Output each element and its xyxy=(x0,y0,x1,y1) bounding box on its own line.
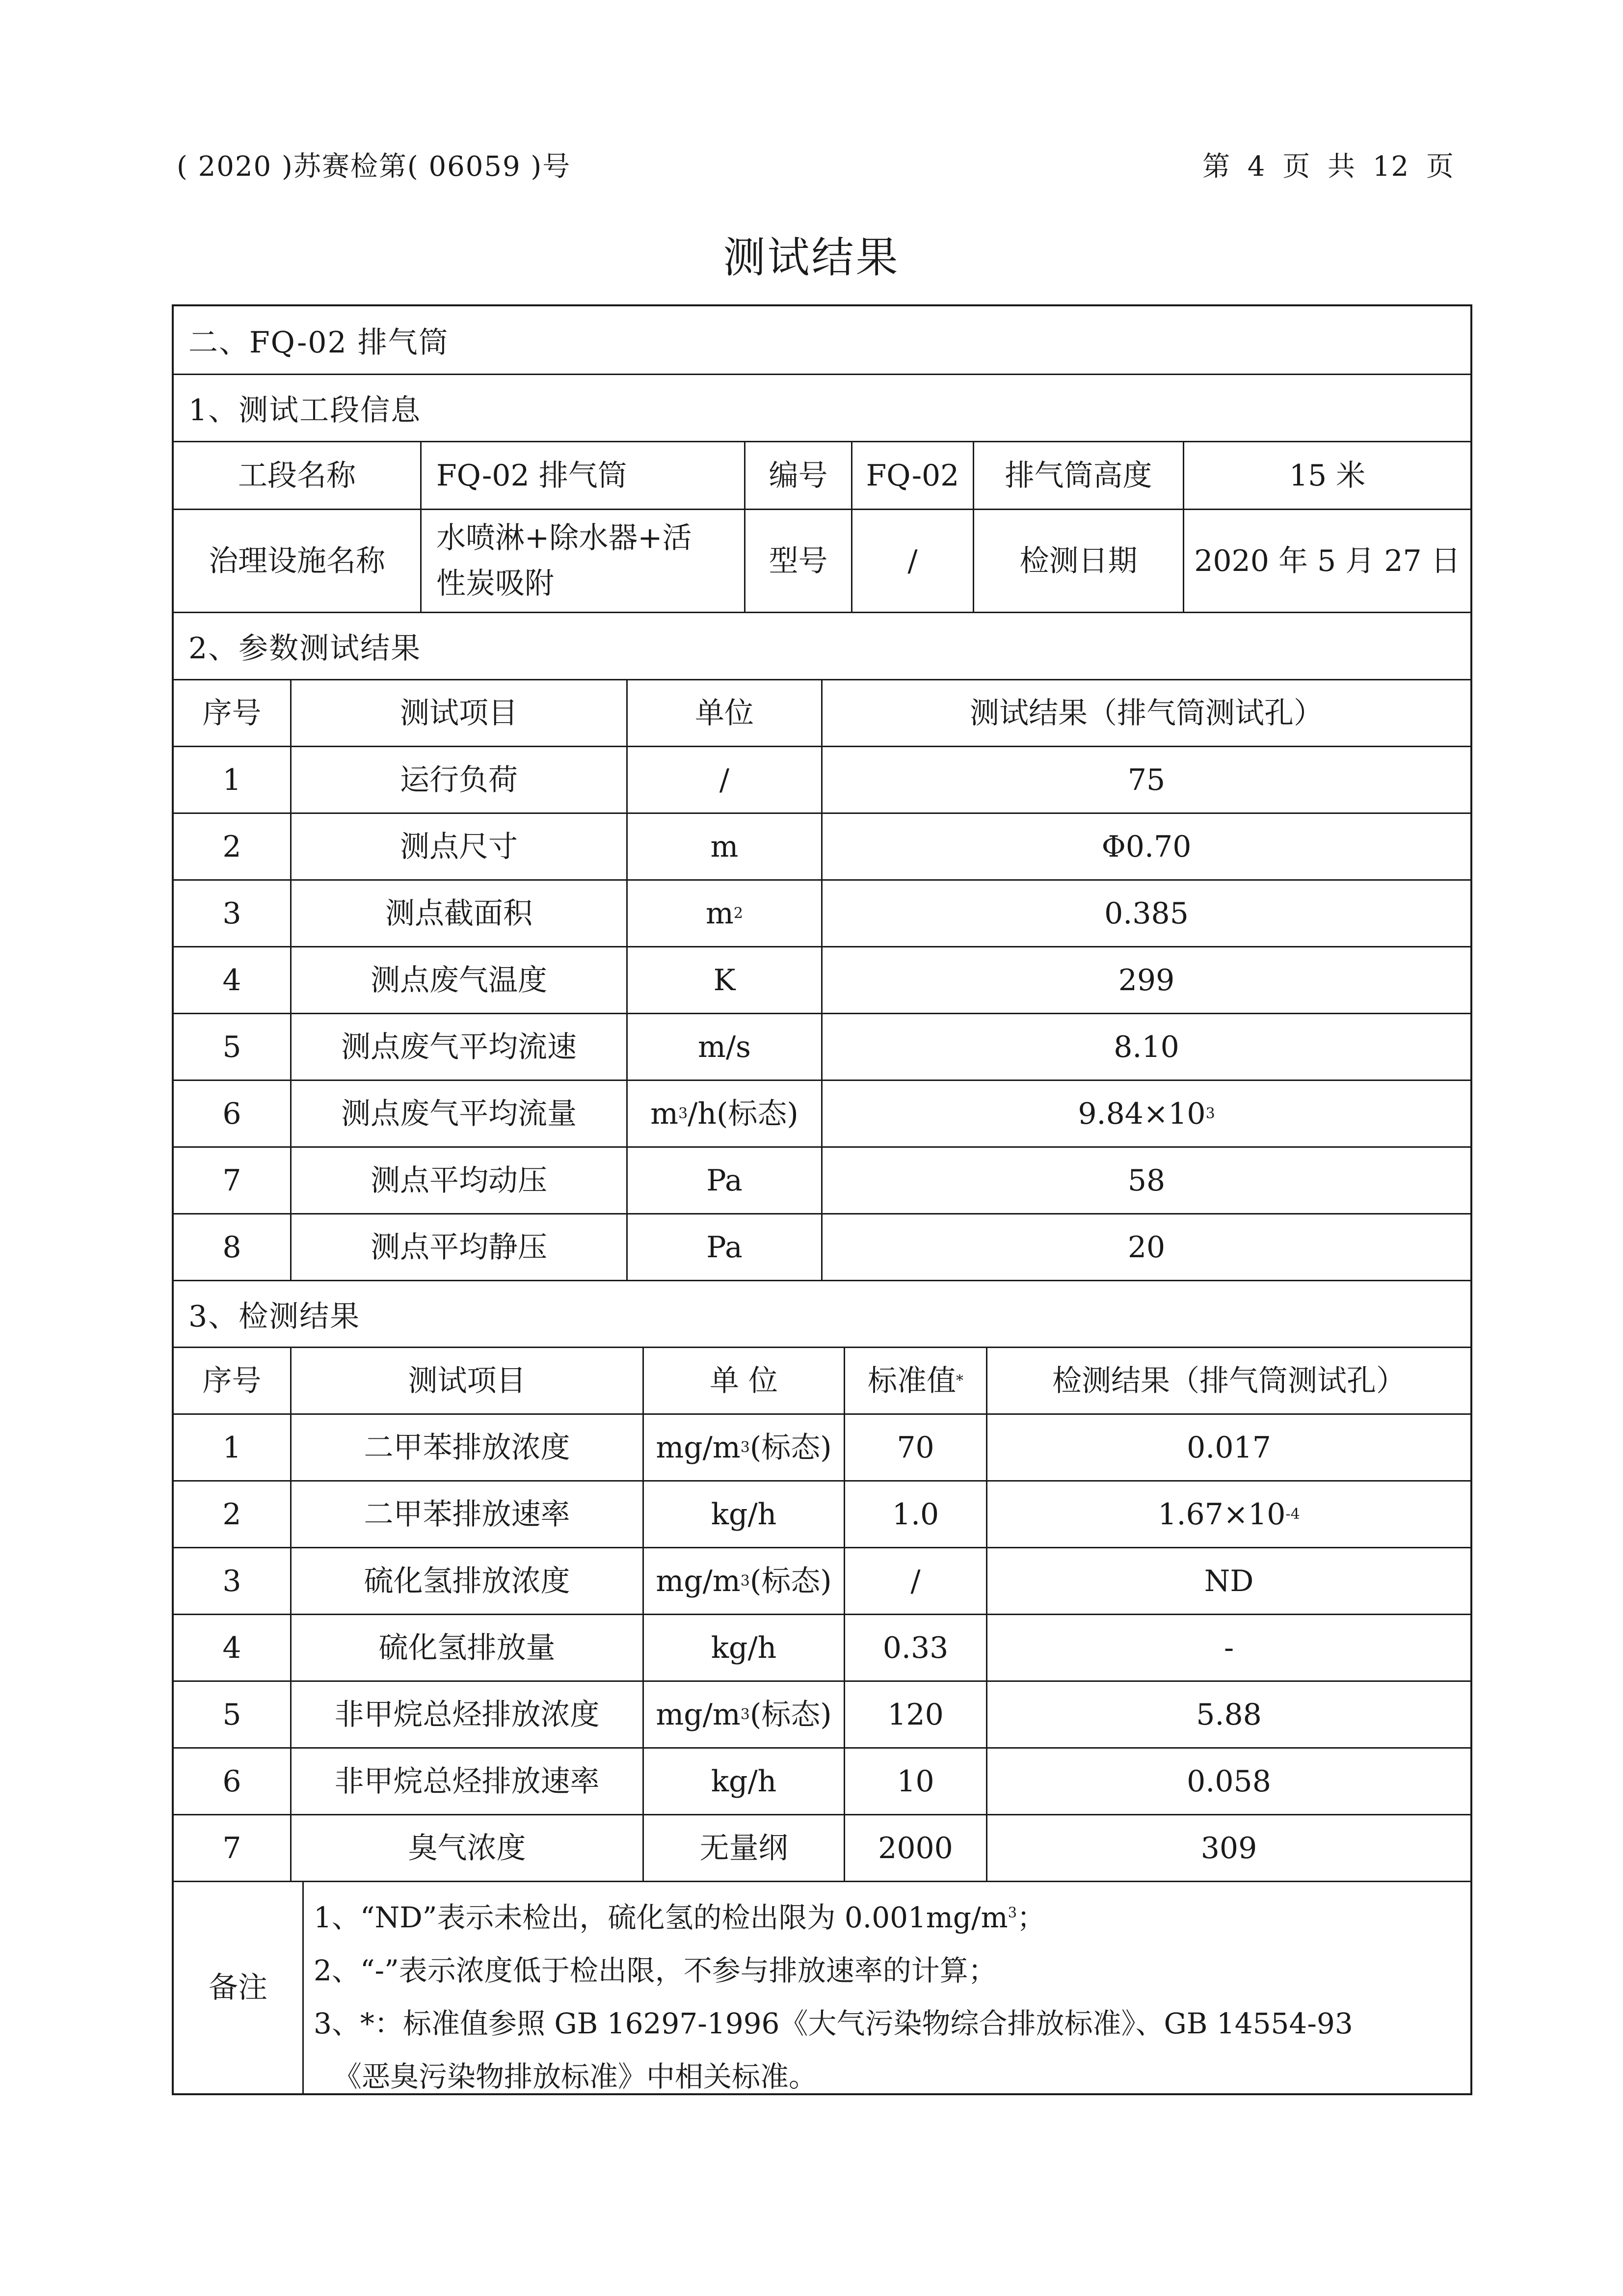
remark-line: 《恶臭污染物排放标准》中相关标准。 xyxy=(333,2060,818,2093)
unit: Pa xyxy=(626,1148,821,1213)
unit: mg/m 3 (标态) xyxy=(642,1682,844,1747)
info-row xyxy=(174,509,1470,612)
unit: kg/h xyxy=(642,1482,844,1547)
standard-value: 120 xyxy=(844,1682,986,1747)
row-number: 1 xyxy=(222,1430,241,1465)
result: 8.10 xyxy=(821,1014,1470,1080)
standard-value: 0.33 xyxy=(844,1615,986,1680)
remark-line: 1、“ND”表示未检出，硫化氢的检出限为 $0.001mg/m^3$； xyxy=(314,1901,1046,1934)
label-cell: 工段名称 xyxy=(238,458,356,493)
result: 0.385 xyxy=(821,881,1470,946)
table-row xyxy=(174,1080,1470,1146)
result-table xyxy=(172,304,1472,2095)
report-number: ( 2020 )苏赛检第( 06059 )号 xyxy=(177,151,571,183)
table-row xyxy=(174,1413,1470,1480)
test-item: 硫化氢排放量 xyxy=(290,1615,642,1680)
table-row xyxy=(174,812,1470,879)
standard-value: 10 xyxy=(844,1749,986,1814)
test-item: 测点平均静压 xyxy=(290,1215,626,1280)
page-title: 测试结果 xyxy=(723,233,900,282)
section-heading: 二、FQ-02 排气筒 xyxy=(188,325,449,360)
test-item: 运行负荷 xyxy=(290,747,626,812)
column-header: 测试项目 xyxy=(290,1348,642,1413)
result: ND xyxy=(986,1548,1470,1614)
column-header: 单位 xyxy=(626,680,821,746)
column-header: 标准值 * xyxy=(844,1348,986,1413)
unit: kg/h xyxy=(642,1615,844,1680)
row-number: 4 xyxy=(222,1630,241,1665)
unit: Pa xyxy=(626,1215,821,1280)
unit: / xyxy=(626,747,821,812)
table-header-row xyxy=(174,1347,1470,1413)
value-cell: FQ-02 排气筒 xyxy=(420,442,744,509)
table-row xyxy=(174,1146,1470,1213)
result: 58 xyxy=(821,1148,1470,1213)
table-row xyxy=(174,1547,1470,1614)
column-header: 序号 xyxy=(202,1363,262,1398)
table-row xyxy=(174,1614,1470,1680)
row-number: 5 xyxy=(222,1697,241,1732)
label-cell: 治理设施名称 xyxy=(209,543,385,578)
test-item: 二甲苯排放速率 xyxy=(290,1482,642,1547)
unit: m 3 /h(标态) xyxy=(626,1081,821,1146)
result: 75 xyxy=(821,747,1470,812)
table-row xyxy=(174,1814,1470,1881)
facility-line: 性炭吸附 xyxy=(436,566,554,601)
test-item: 二甲苯排放浓度 xyxy=(290,1415,642,1480)
standard-value: 2000 xyxy=(844,1815,986,1881)
result: 20 xyxy=(821,1215,1470,1280)
label-cell: 排气筒高度 xyxy=(973,442,1183,509)
row-number: 3 xyxy=(222,1564,241,1598)
row-number: 2 xyxy=(222,829,241,864)
remarks-content xyxy=(302,1882,1472,2093)
test-item: 测点平均动压 xyxy=(290,1148,626,1213)
row-number: 1 xyxy=(222,762,241,797)
unit: mg/m 3 (标态) xyxy=(642,1415,844,1480)
label-cell: 检测日期 xyxy=(973,510,1183,612)
row-number: 6 xyxy=(222,1764,241,1799)
result: 1.67×10 -4 xyxy=(986,1482,1470,1547)
result: 0.058 xyxy=(986,1749,1470,1814)
table-row xyxy=(174,879,1470,946)
table-row xyxy=(174,1013,1470,1080)
result: 309 xyxy=(986,1815,1470,1881)
page-info: 第 4 页 共 12 页 xyxy=(1202,151,1455,183)
value-cell: 15 米 xyxy=(1183,442,1470,509)
test-item: 测点截面积 xyxy=(290,881,626,946)
value-cell: FQ-02 xyxy=(851,442,973,509)
table-row xyxy=(174,746,1470,812)
unit: m 2 xyxy=(626,881,821,946)
value-cell: 2020 年 5 月 27 日 xyxy=(1183,510,1470,612)
label-cell: 型号 xyxy=(744,510,851,612)
row-number: 5 xyxy=(222,1029,241,1064)
value-cell: / xyxy=(851,510,973,612)
test-item: 测点废气平均流量 xyxy=(290,1081,626,1146)
table-row xyxy=(174,1213,1470,1280)
table-row xyxy=(174,946,1470,1013)
column-header: 检测结果（排气筒测试孔） xyxy=(986,1348,1470,1413)
row-number: 7 xyxy=(222,1831,241,1865)
result: Φ0.70 xyxy=(821,814,1470,879)
subsection-heading: 2、参数测试结果 xyxy=(174,612,1470,679)
unit: kg/h xyxy=(642,1749,844,1814)
standard-value: / xyxy=(844,1548,986,1614)
row-number: 6 xyxy=(222,1096,241,1131)
test-item: 测点尺寸 xyxy=(290,814,626,879)
unit: K xyxy=(626,947,821,1013)
test-item: 测点废气温度 xyxy=(290,947,626,1013)
result: 0.017 xyxy=(986,1415,1470,1480)
column-header: 测试结果（排气筒测试孔） xyxy=(821,680,1470,746)
label-cell: 编号 xyxy=(744,442,851,509)
result: 299 xyxy=(821,947,1470,1013)
result: 9.84×10 3 xyxy=(821,1081,1470,1146)
standard-value: 70 xyxy=(844,1415,986,1480)
test-item: 硫化氢排放浓度 xyxy=(290,1548,642,1614)
table-header-row xyxy=(174,679,1470,746)
row-number: 4 xyxy=(222,963,241,998)
unit: mg/m 3 (标态) xyxy=(642,1548,844,1614)
row-number: 2 xyxy=(222,1497,241,1532)
value-cell xyxy=(420,510,744,612)
table-row xyxy=(174,1680,1470,1747)
column-header: 单 位 xyxy=(642,1348,844,1413)
result: 5.88 xyxy=(986,1682,1470,1747)
remark-line: 3、*：标准值参照 GB 16297-1996《大气污染物综合排放标准》、GB 14554-93 xyxy=(314,2007,1353,2040)
facility-line: 水喷淋+除水器+活 xyxy=(436,520,692,555)
column-header: 序号 xyxy=(202,696,262,730)
subsection-heading: 1、测试工段信息 xyxy=(174,374,1470,441)
remarks-label: 备注 xyxy=(209,1971,267,2005)
table-row xyxy=(174,1480,1470,1547)
row-number: 7 xyxy=(222,1163,241,1198)
unit: m/s xyxy=(626,1014,821,1080)
result: - xyxy=(986,1615,1470,1680)
column-header: 测试项目 xyxy=(290,680,626,746)
info-row xyxy=(174,441,1470,509)
row-number: 3 xyxy=(222,896,241,931)
test-item: 测点废气平均流速 xyxy=(290,1014,626,1080)
test-item: 臭气浓度 xyxy=(290,1815,642,1881)
test-item: 非甲烷总烃排放速率 xyxy=(290,1749,642,1814)
standard-value: 1.0 xyxy=(844,1482,986,1547)
row-number: 8 xyxy=(222,1230,241,1265)
unit: m xyxy=(626,814,821,879)
remarks-row xyxy=(174,1881,1470,2093)
test-item: 非甲烷总烃排放浓度 xyxy=(290,1682,642,1747)
unit: 无量纲 xyxy=(642,1815,844,1881)
remark-line: 2、“-”表示浓度低于检出限，不参与排放速率的计算； xyxy=(314,1954,997,1987)
subsection-heading: 3、检测结果 xyxy=(174,1280,1470,1347)
table-row xyxy=(174,1747,1470,1814)
